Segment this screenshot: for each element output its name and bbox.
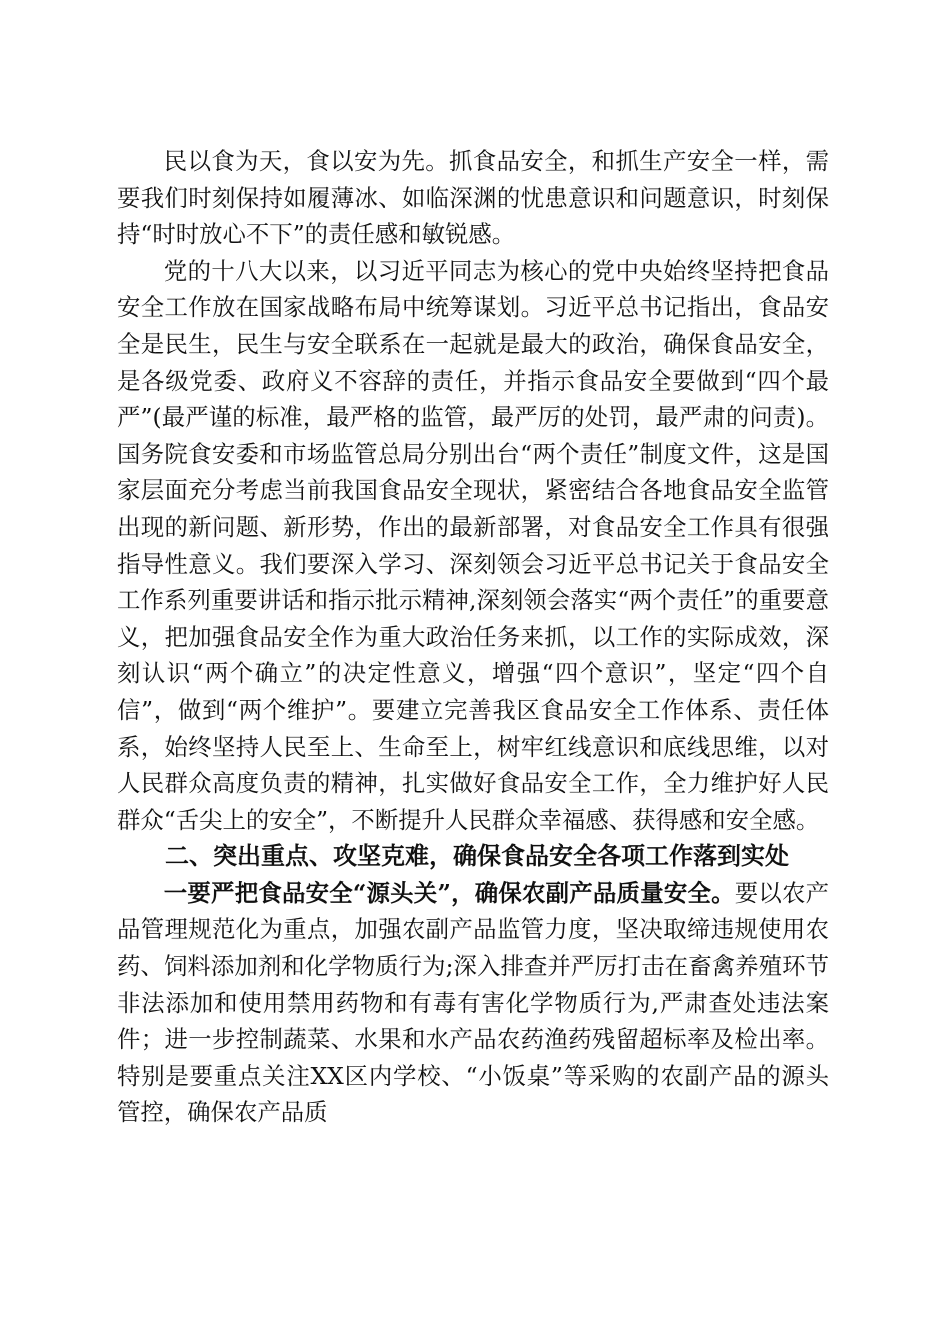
section-heading: 二、突出重点、攻坚克难，确保食品安全各项工作落到实处 bbox=[165, 842, 789, 871]
subsection-lead: 一要严把食品安全“源头关”，确保农副产品质量安全。 bbox=[163, 878, 735, 907]
paragraph-source-control bbox=[117, 875, 829, 1131]
subsection-body: 要以农产品管理规范化为重点，加强农副产品监管力度，坚决取缔违规使用农药、饲料添加剂和化学物质行为;深入排查并严厉打击在畜禽养殖环节非法添加和使用禁用药物和有毒有害化学物质行为,严肃查处违法案件；进一步控制蔬菜、水果和水产品农药渔药残留超标率及检出率。特别是要重点关注XX区内学校、“小饭桌”等采购的农副产品的源头管控，确保农产品质 bbox=[117, 878, 830, 1127]
paragraph-party-congress: 党的十八大以来，以习近平同志为核心的党中央始终坚持把食品安全工作放在国家战略布局中统筹谋划。习近平总书记指出，食品安全是民生，民生与安全联系在一起就是最大的政治，确保食品安全，是各级党委、政府义不容辞的责任，并指示食品安全要做到“四个最严”(最严谨的标准，最严格的监管，最严厉的处罚，最严肃的问责)。国务院食安委和市场监管总局分别出台“两个责任”制度文件，这是国家层面充分考虑当前我国食品安全现状，紧密结合各地食品安全监管出现的新问题、新形势，作出的最新部署，对食品安全工作具有很强指导性意义。我们要深入学习、深刻领会习近平总书记关于食品安全工作系列重要讲话和指示批示精神,深刻领会落实“两个责任”的重要意义，把加强食品安全作为重大政治任务来抓，以工作的实际成效，深刻认识“两个确立”的决定性意义，增强“四个意识”，坚定“四个自信”，做到“两个维护”。要建立完善我区食品安全工作体系、责任体系，始终坚持人民至上、生命至上，树牢红线意识和底线思维，以对人民群众高度负责的精神，扎实做好食品安全工作，全力维护好人民群众“舌尖上的安全”，不断提升人民群众幸福感、获得感和安全感。 bbox=[117, 256, 829, 834]
document-body bbox=[117, 143, 829, 1131]
paragraph-intro: 民以食为天，食以安为先。抓食品安全，和抓生产安全一样，需要我们时刻保持如履薄冰、如临深渊的忧患意识和问题意识，时刻保持“时时放心不下”的责任感和敏锐感。 bbox=[117, 147, 829, 249]
